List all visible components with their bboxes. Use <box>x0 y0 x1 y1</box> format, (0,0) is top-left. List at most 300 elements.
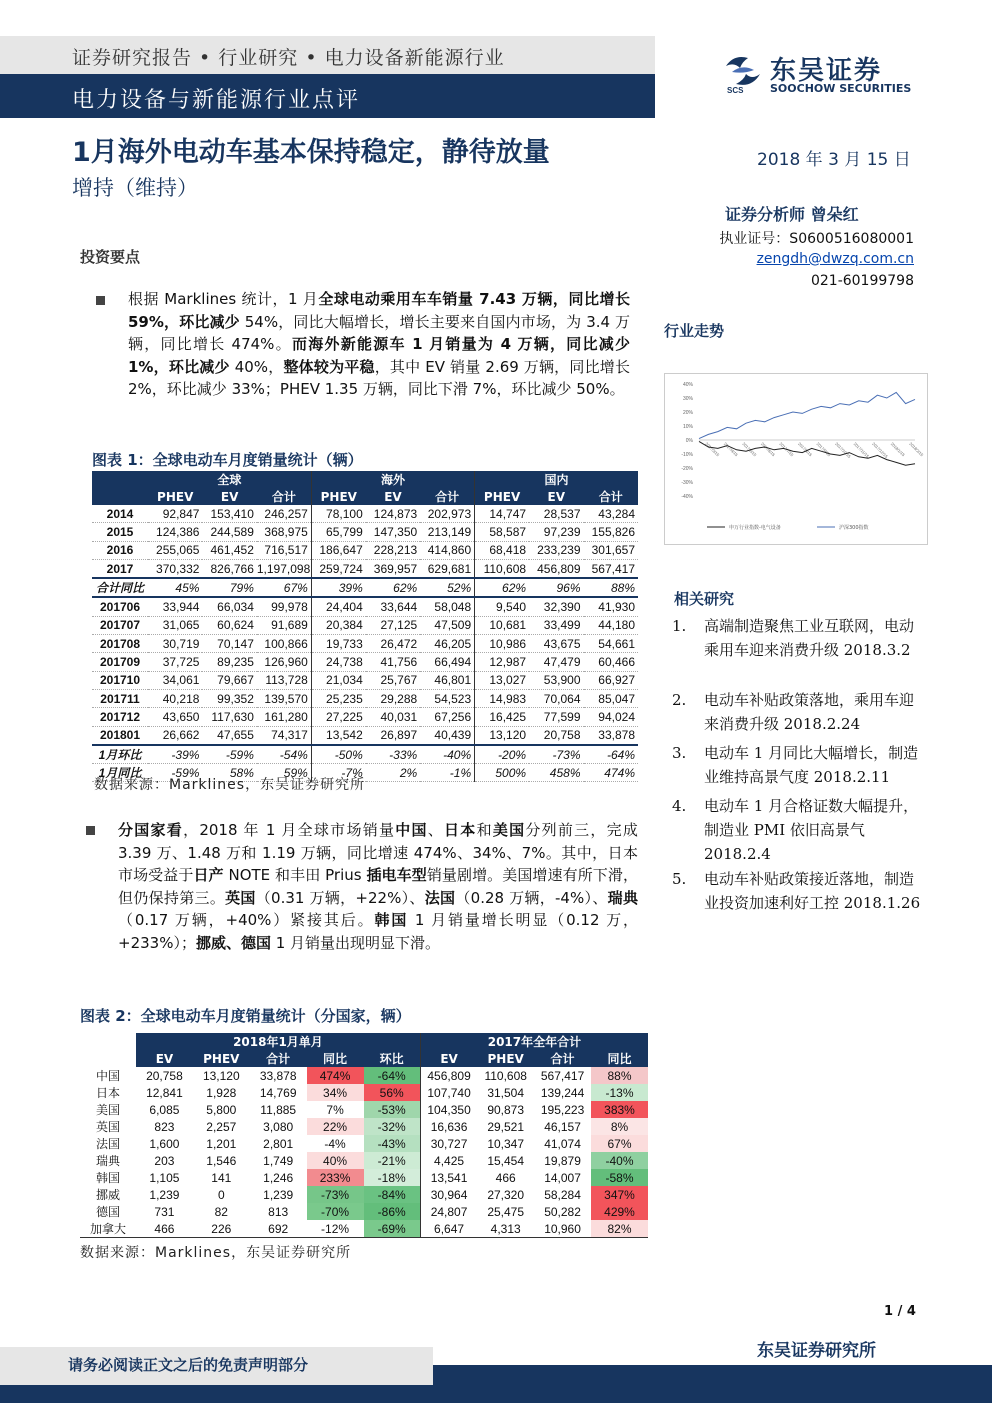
table-column-header: EV <box>136 1050 193 1067</box>
table-cell: -18% <box>364 1169 421 1186</box>
table-cell: 58,048 <box>420 597 474 616</box>
table-cell: 4,313 <box>477 1220 534 1238</box>
table-cell: 58,284 <box>534 1186 591 1203</box>
table-cell: 47,509 <box>420 616 474 634</box>
table-cell: 826,766 <box>202 559 256 578</box>
country-label: 英国 <box>95 1120 120 1134</box>
y-tick-label: -30% <box>681 480 693 486</box>
table-cell: 21,034 <box>311 671 365 689</box>
table-cell: 692 <box>250 1220 307 1238</box>
table-cell: 823 <box>136 1118 193 1135</box>
table-cell: 66,034 <box>202 597 256 616</box>
table-cell: 52% <box>420 578 474 597</box>
table-cell: 458% <box>529 764 583 782</box>
country-label: 韩国 <box>95 1171 120 1185</box>
table-cell: 41,930 <box>584 597 639 616</box>
table-cell: 153,410 <box>202 505 256 523</box>
table-column-header: EV <box>529 488 583 505</box>
table-cell: -69% <box>364 1220 421 1238</box>
table-row <box>80 1135 648 1152</box>
table-cell: 26,897 <box>366 726 420 745</box>
table-cell: 1,600 <box>136 1135 193 1152</box>
table-row <box>80 1084 648 1101</box>
country-label: 挪威 <box>95 1188 120 1202</box>
figure-2-source: 数据来源：Marklines，东吴证券研究所 <box>80 1245 352 1261</box>
table-cell: 14,007 <box>534 1169 591 1186</box>
row-label: 201801 <box>92 726 148 745</box>
table-cell: 25,475 <box>477 1203 534 1220</box>
table-cell: 46,157 <box>534 1118 591 1135</box>
table-cell: 19,879 <box>534 1152 591 1169</box>
table-cell: 34% <box>307 1084 364 1101</box>
table-group-header: 2018年1月单月 <box>136 1033 420 1050</box>
table-cell: 47,479 <box>529 653 583 671</box>
table-row <box>80 1067 648 1084</box>
table-cell: 43,650 <box>148 708 202 726</box>
table-cell: 147,350 <box>366 523 420 541</box>
logo-text-en: SOOCHOW SECURITIES <box>770 82 912 95</box>
table-cell: 14,747 <box>475 505 529 523</box>
report-headline: 1月海外电动车基本保持稳定，静待放量 <box>72 137 550 168</box>
country-label: 加拿大 <box>80 1220 136 1238</box>
x-tick-label: 2017/10/15 <box>834 441 852 459</box>
table-cell: 88% <box>591 1067 648 1084</box>
table-group-header: 2017年全年合计 <box>420 1033 648 1050</box>
table-column-header: EV <box>420 1050 477 1067</box>
table-cell: 104,350 <box>420 1101 477 1118</box>
table-cell: 99,978 <box>257 597 311 616</box>
legend-label: 申万行业指数-电气设备 <box>729 525 781 531</box>
table-cell: 90,873 <box>477 1101 534 1118</box>
table-cell: 474% <box>584 764 639 782</box>
table-cell: 70,064 <box>529 689 583 707</box>
table-cell: 24,738 <box>311 653 365 671</box>
table-cell: 117,630 <box>202 708 256 726</box>
table-cell: 456,809 <box>420 1067 477 1084</box>
table-cell: 62% <box>475 578 529 597</box>
table-cell: 246,257 <box>257 505 311 523</box>
table-cell: 567,417 <box>534 1067 591 1084</box>
table-cell: 91,689 <box>257 616 311 634</box>
table-cell: 139,244 <box>534 1084 591 1101</box>
table-cell: 1,239 <box>136 1186 193 1203</box>
table-country-ev-sales <box>80 1033 648 1238</box>
row-label: 201709 <box>92 653 148 671</box>
x-tick-label: 2018/2/15 <box>908 441 925 458</box>
table-cell: 30,727 <box>420 1135 477 1152</box>
table-cell: 20,758 <box>529 726 583 745</box>
x-tick-label: 2017/12/15 <box>871 441 889 459</box>
table-cell: 54,523 <box>420 689 474 707</box>
table-row <box>80 1169 648 1186</box>
summary-paragraph-2: 分国家看，2018 年 1 月全球市场销量中国、日本和美国分列前三，完成 3.39 万、1.48 万和 1.19 万辆，同比增速 474%、34%、7%。其中，日本市场受益于日产 NOTE 和丰田 Prius 插电车型销量剧增。美国增速有所下滑，但仍保持第三。英国（0.31 万辆，+22%）、法国（0.28 万辆，-4%）、瑞典（0.17 万辆，+40%）紧接其后。韩国 1 月销量增长明显（0.12 万，+233%）；挪威、德国 1 月销量出现明显下滑。 <box>118 821 639 952</box>
report-date: 2018 年 3 月 15 日 <box>757 150 911 170</box>
table-cell: 6,085 <box>136 1101 193 1118</box>
table-cell: 226 <box>193 1220 250 1238</box>
table-row <box>80 1186 648 1203</box>
table-cell: -21% <box>364 1152 421 1169</box>
table-cell: 110,608 <box>477 1067 534 1084</box>
svg-text:SCS: SCS <box>727 86 744 94</box>
table-cell: 456,809 <box>529 559 583 578</box>
table-cell: 27,225 <box>311 708 365 726</box>
y-tick-label: -40% <box>681 494 693 500</box>
table-cell: 0 <box>193 1186 250 1203</box>
table-cell: 255,065 <box>148 541 202 559</box>
analyst-license: 执业证号：S0600516080001 <box>719 231 914 247</box>
table-cell: 41,756 <box>366 653 420 671</box>
row-label: 1月同比 <box>92 764 148 782</box>
table-cell: 66,494 <box>420 653 474 671</box>
table-cell: 67% <box>257 578 311 597</box>
table-cell: 1,105 <box>136 1169 193 1186</box>
x-tick-label: 2017/7/15 <box>778 441 795 458</box>
table-row <box>92 523 638 541</box>
table-cell: 25,235 <box>311 689 365 707</box>
table-cell: 1,197,098 <box>257 559 311 578</box>
table-cell: 19,733 <box>311 635 365 653</box>
table-cell: 429% <box>591 1203 648 1220</box>
summary-paragraph-1: 根据 Marklines 统计，1 月全球电动乘用车车销量 7.43 万辆，同比增长 59%，环比减少 54%，同比大幅增长，增长主要来自国内市场，为 3.4 万辆，同比增长 474%。而海外新能源车 1 月销量为 4 万辆，同比减少 1%，环比减少 40%，整体较为平稳，其中 EV 销量 2.69 万辆，同比增长 2%，环比减少 33%；PHEV 1.35 万辆，同比下滑 7%，环比减少 50%。 <box>128 290 631 398</box>
logo-text-cn: 东吴证券 <box>770 56 883 86</box>
y-tick-label: -10% <box>681 452 693 458</box>
table-cell: 567,417 <box>584 559 639 578</box>
bullet-icon <box>96 296 105 305</box>
row-label: 2014 <box>92 505 148 523</box>
table-header-blank <box>80 1050 136 1067</box>
table-cell: 50,282 <box>534 1203 591 1220</box>
table-cell: 228,213 <box>366 541 420 559</box>
table-column-header: EV <box>366 488 420 505</box>
table-cell: 100,866 <box>257 635 311 653</box>
table-column-header: 合计 <box>250 1050 307 1067</box>
table-cell: -40% <box>591 1152 648 1169</box>
table-row <box>92 559 638 578</box>
table-column-header: 同比 <box>591 1050 648 1067</box>
figure-1-source: 数据来源：Marklines，东吴证券研究所 <box>94 777 366 793</box>
table-cell: -12% <box>307 1220 364 1238</box>
table-cell: 24,807 <box>420 1203 477 1220</box>
table-cell: 14,769 <box>250 1084 307 1101</box>
table-cell: 20,384 <box>311 616 365 634</box>
table-cell: 474% <box>307 1067 364 1084</box>
table-row <box>80 1152 648 1169</box>
table-column-header: 合计 <box>257 488 311 505</box>
table-cell: 14,983 <box>475 689 529 707</box>
table-cell: 1,928 <box>193 1084 250 1101</box>
table-row <box>92 635 638 653</box>
row-label: 合计同比 <box>92 578 148 597</box>
table-cell: 47,655 <box>202 726 256 745</box>
table-cell: 8% <box>591 1118 648 1135</box>
table-cell: 60,466 <box>584 653 639 671</box>
table-cell: 97,239 <box>529 523 583 541</box>
table-cell: 30,964 <box>420 1186 477 1203</box>
table-cell: 31,504 <box>477 1084 534 1101</box>
table-column-header: 环比 <box>364 1050 421 1067</box>
table-cell: 5,800 <box>193 1101 250 1118</box>
x-tick-label: 2017/4/15 <box>722 441 739 458</box>
table-cell: 45% <box>148 578 202 597</box>
table-row <box>80 1118 648 1135</box>
table-cell: 4,425 <box>420 1152 477 1169</box>
table-cell: 79% <box>202 578 256 597</box>
footer-org: 东吴证券研究所 <box>757 1341 876 1361</box>
table-cell: -53% <box>364 1101 421 1118</box>
table-cell: 66,927 <box>584 671 639 689</box>
table-group-header: 全球 <box>148 471 311 488</box>
table-cell: 24,404 <box>311 597 365 616</box>
industry-trend-title: 行业走势 <box>664 322 725 340</box>
table-cell: 107,740 <box>420 1084 477 1101</box>
table-cell: 161,280 <box>257 708 311 726</box>
table-row <box>92 689 638 707</box>
related-research-item[interactable]: 1. 高端制造聚焦工业互联网，电动乘用车迎来消费升级 2018.3.2 <box>672 617 915 659</box>
table-cell: 96% <box>529 578 583 597</box>
table-cell: -20% <box>475 745 529 764</box>
table-cell: 9,540 <box>475 597 529 616</box>
related-research-item[interactable]: 4. 电动车 1 月合格证数大幅提升，制造业 PMI 依旧高景气 2018.2.4 <box>672 797 919 863</box>
table-cell: 10,681 <box>475 616 529 634</box>
table-cell: 28,537 <box>529 505 583 523</box>
footer-disclaimer-bar <box>0 1347 433 1385</box>
table-cell: 202,973 <box>420 505 474 523</box>
table-global-ev-sales <box>92 471 638 782</box>
table-row <box>92 671 638 689</box>
table-cell: 40,218 <box>148 689 202 707</box>
table-cell: -73% <box>307 1186 364 1203</box>
row-label: 201711 <box>92 689 148 707</box>
table-cell: -86% <box>364 1203 421 1220</box>
table-cell: -33% <box>366 745 420 764</box>
table-cell: 85,047 <box>584 689 639 707</box>
table-cell: 3,080 <box>250 1118 307 1135</box>
table-cell: 44,180 <box>584 616 639 634</box>
table-row <box>92 541 638 559</box>
row-label: 201707 <box>92 616 148 634</box>
table-cell: 40,439 <box>420 726 474 745</box>
table-cell: 40,031 <box>366 708 420 726</box>
table-cell: 74,317 <box>257 726 311 745</box>
related-research-item[interactable]: 3. 电动车 1 月同比大幅增长，制造业维持高景气度 2018.2.11 <box>672 744 919 786</box>
country-label: 美国 <box>95 1103 120 1117</box>
table-cell: 60,624 <box>202 616 256 634</box>
table-cell: 29,521 <box>477 1118 534 1135</box>
country-label: 中国 <box>95 1069 120 1083</box>
table-cell: 11,885 <box>250 1101 307 1118</box>
table-cell: 70,147 <box>202 635 256 653</box>
figure-1-title: 图表 1：全球电动车月度销量统计（辆） <box>92 451 363 469</box>
table-cell: 39% <box>311 578 365 597</box>
table-cell: 89,235 <box>202 653 256 671</box>
table-cell: 2% <box>366 764 420 782</box>
table-cell: 58% <box>202 764 256 782</box>
table-cell: 2,257 <box>193 1118 250 1135</box>
table-cell: 155,826 <box>584 523 639 541</box>
table-row <box>92 578 638 597</box>
table-cell: 141 <box>193 1169 250 1186</box>
table-cell: 259,724 <box>311 559 365 578</box>
table-cell: 43,675 <box>529 635 583 653</box>
table-cell: 46,801 <box>420 671 474 689</box>
table-cell: 26,662 <box>148 726 202 745</box>
table-header-blank <box>92 488 148 505</box>
table-cell: -59% <box>148 764 202 782</box>
x-tick-label: 2017/9/15 <box>815 441 832 458</box>
table-cell: 54,661 <box>584 635 639 653</box>
report-rating: 增持（维持） <box>72 176 198 200</box>
table-cell: 233% <box>307 1169 364 1186</box>
table-cell: 2,801 <box>250 1135 307 1152</box>
table-cell: 27,320 <box>477 1186 534 1203</box>
table-cell: 30,719 <box>148 635 202 653</box>
table-cell: 1,749 <box>250 1152 307 1169</box>
table-cell: 12,841 <box>136 1084 193 1101</box>
table-cell: 46,205 <box>420 635 474 653</box>
table-cell: 466 <box>136 1220 193 1238</box>
related-research-title: 相关研究 <box>674 590 735 608</box>
figure-2-title: 图表 2：全球电动车月度销量统计（分国家，辆） <box>80 1007 411 1025</box>
table-cell: 15,454 <box>477 1152 534 1169</box>
table-cell: 244,589 <box>202 523 256 541</box>
table-cell: 41,074 <box>534 1135 591 1152</box>
table-column-header: 合计 <box>584 488 639 505</box>
table-cell: -58% <box>591 1169 648 1186</box>
table-cell: 26,472 <box>366 635 420 653</box>
table-cell: 43,284 <box>584 505 639 523</box>
table-cell: 68,418 <box>475 541 529 559</box>
table-cell: 6,647 <box>420 1220 477 1238</box>
y-tick-label: 30% <box>682 396 693 402</box>
header-subtitle: 电力设备与新能源行业点评 <box>72 88 361 113</box>
table-cell: 92,847 <box>148 505 202 523</box>
table-row <box>92 745 638 764</box>
y-tick-label: 20% <box>682 410 693 416</box>
page-number: 1 / 4 <box>884 1304 916 1319</box>
table-cell: 13,542 <box>311 726 365 745</box>
table-cell: -13% <box>591 1084 648 1101</box>
table-cell: 33,878 <box>250 1067 307 1084</box>
table-cell: 139,570 <box>257 689 311 707</box>
table-header-blank <box>80 1033 136 1050</box>
header-breadcrumb: 证券研究报告 • 行业研究 • 电力设备新能源行业 <box>72 47 505 69</box>
table-row <box>80 1203 648 1220</box>
table-cell: -64% <box>364 1067 421 1084</box>
table-cell: 31,065 <box>148 616 202 634</box>
table-cell: -7% <box>311 764 365 782</box>
analyst-email-row <box>700 251 914 267</box>
table-cell: 13,541 <box>420 1169 477 1186</box>
table-cell: 67,256 <box>420 708 474 726</box>
table-cell: 10,986 <box>475 635 529 653</box>
table-cell: 40% <box>307 1152 364 1169</box>
table-cell: 37,725 <box>148 653 202 671</box>
company-logo <box>722 50 922 100</box>
table-cell: 56% <box>364 1084 421 1101</box>
table-column-header: PHEV <box>311 488 365 505</box>
table-cell: 53,900 <box>529 671 583 689</box>
table-cell: 12,987 <box>475 653 529 671</box>
table-cell: 65,799 <box>311 523 365 541</box>
table-cell: 461,452 <box>202 541 256 559</box>
table-cell: 59% <box>257 764 311 782</box>
section-title: 投资要点 <box>80 248 141 266</box>
table-cell: 1,201 <box>193 1135 250 1152</box>
country-label: 德国 <box>95 1205 120 1219</box>
table-cell: 110,608 <box>475 559 529 578</box>
table-cell: -73% <box>529 745 583 764</box>
table-row <box>92 708 638 726</box>
table-cell: 77,599 <box>529 708 583 726</box>
table-cell: 16,425 <box>475 708 529 726</box>
country-label: 瑞典 <box>95 1154 120 1168</box>
x-tick-label: 2017/3/15 <box>704 441 721 458</box>
table-cell: 466 <box>477 1169 534 1186</box>
row-label: 201712 <box>92 708 148 726</box>
row-label: 201710 <box>92 671 148 689</box>
table-cell: -43% <box>364 1135 421 1152</box>
table-group-header: 国内 <box>475 471 638 488</box>
country-label: 法国 <box>95 1137 120 1151</box>
table-cell: 213,149 <box>420 523 474 541</box>
table-cell: 7% <box>307 1101 364 1118</box>
table-cell: 33,644 <box>366 597 420 616</box>
table-cell: 368,975 <box>257 523 311 541</box>
industry-trend-chart <box>664 373 928 545</box>
table-column-header: PHEV <box>193 1050 250 1067</box>
table-cell: 195,223 <box>534 1101 591 1118</box>
y-tick-label: 10% <box>682 424 693 430</box>
table-cell: 369,957 <box>366 559 420 578</box>
logo-mark-icon <box>722 52 764 94</box>
table-cell: 126,960 <box>257 653 311 671</box>
header-breadcrumb-bar <box>0 36 655 74</box>
analyst-email-link[interactable]: zengdh@dwzq.com.cn <box>756 251 914 267</box>
legend-label: 沪深300指数 <box>839 525 869 531</box>
table-cell: -4% <box>307 1135 364 1152</box>
table-cell: 33,878 <box>584 726 639 745</box>
table-group-header: 海外 <box>311 471 474 488</box>
table-cell: 383% <box>591 1101 648 1118</box>
table-cell: 67% <box>591 1135 648 1152</box>
table-row <box>92 726 638 745</box>
row-label: 2015 <box>92 523 148 541</box>
bullet-icon <box>86 826 95 835</box>
table-cell: -84% <box>364 1186 421 1203</box>
table-cell: 13,027 <box>475 671 529 689</box>
table-cell: 25,767 <box>366 671 420 689</box>
table-column-header: 合计 <box>420 488 474 505</box>
row-label: 1月环比 <box>92 745 148 764</box>
row-label: 2016 <box>92 541 148 559</box>
table-column-header: 合计 <box>534 1050 591 1067</box>
related-research-item[interactable]: 2. 电动车补贴政策落地，乘用车迎来消费升级 2018.2.24 <box>672 691 915 733</box>
table-cell: 29,288 <box>366 689 420 707</box>
table-cell: 629,681 <box>420 559 474 578</box>
table-row <box>92 616 638 634</box>
table-column-header: EV <box>202 488 256 505</box>
table-cell: 78,100 <box>311 505 365 523</box>
table-row <box>80 1101 648 1118</box>
table-cell: 203 <box>136 1152 193 1169</box>
row-label: 2017 <box>92 559 148 578</box>
related-research-item[interactable]: 5. 电动车补贴政策接近落地，制造业投资加速利好工控 2018.1.26 <box>672 870 921 912</box>
table-cell: 1,546 <box>193 1152 250 1169</box>
table-cell: 124,386 <box>148 523 202 541</box>
table-cell: 233,239 <box>529 541 583 559</box>
x-tick-label: 2017/6/15 <box>759 441 777 458</box>
table-cell: -64% <box>584 745 639 764</box>
